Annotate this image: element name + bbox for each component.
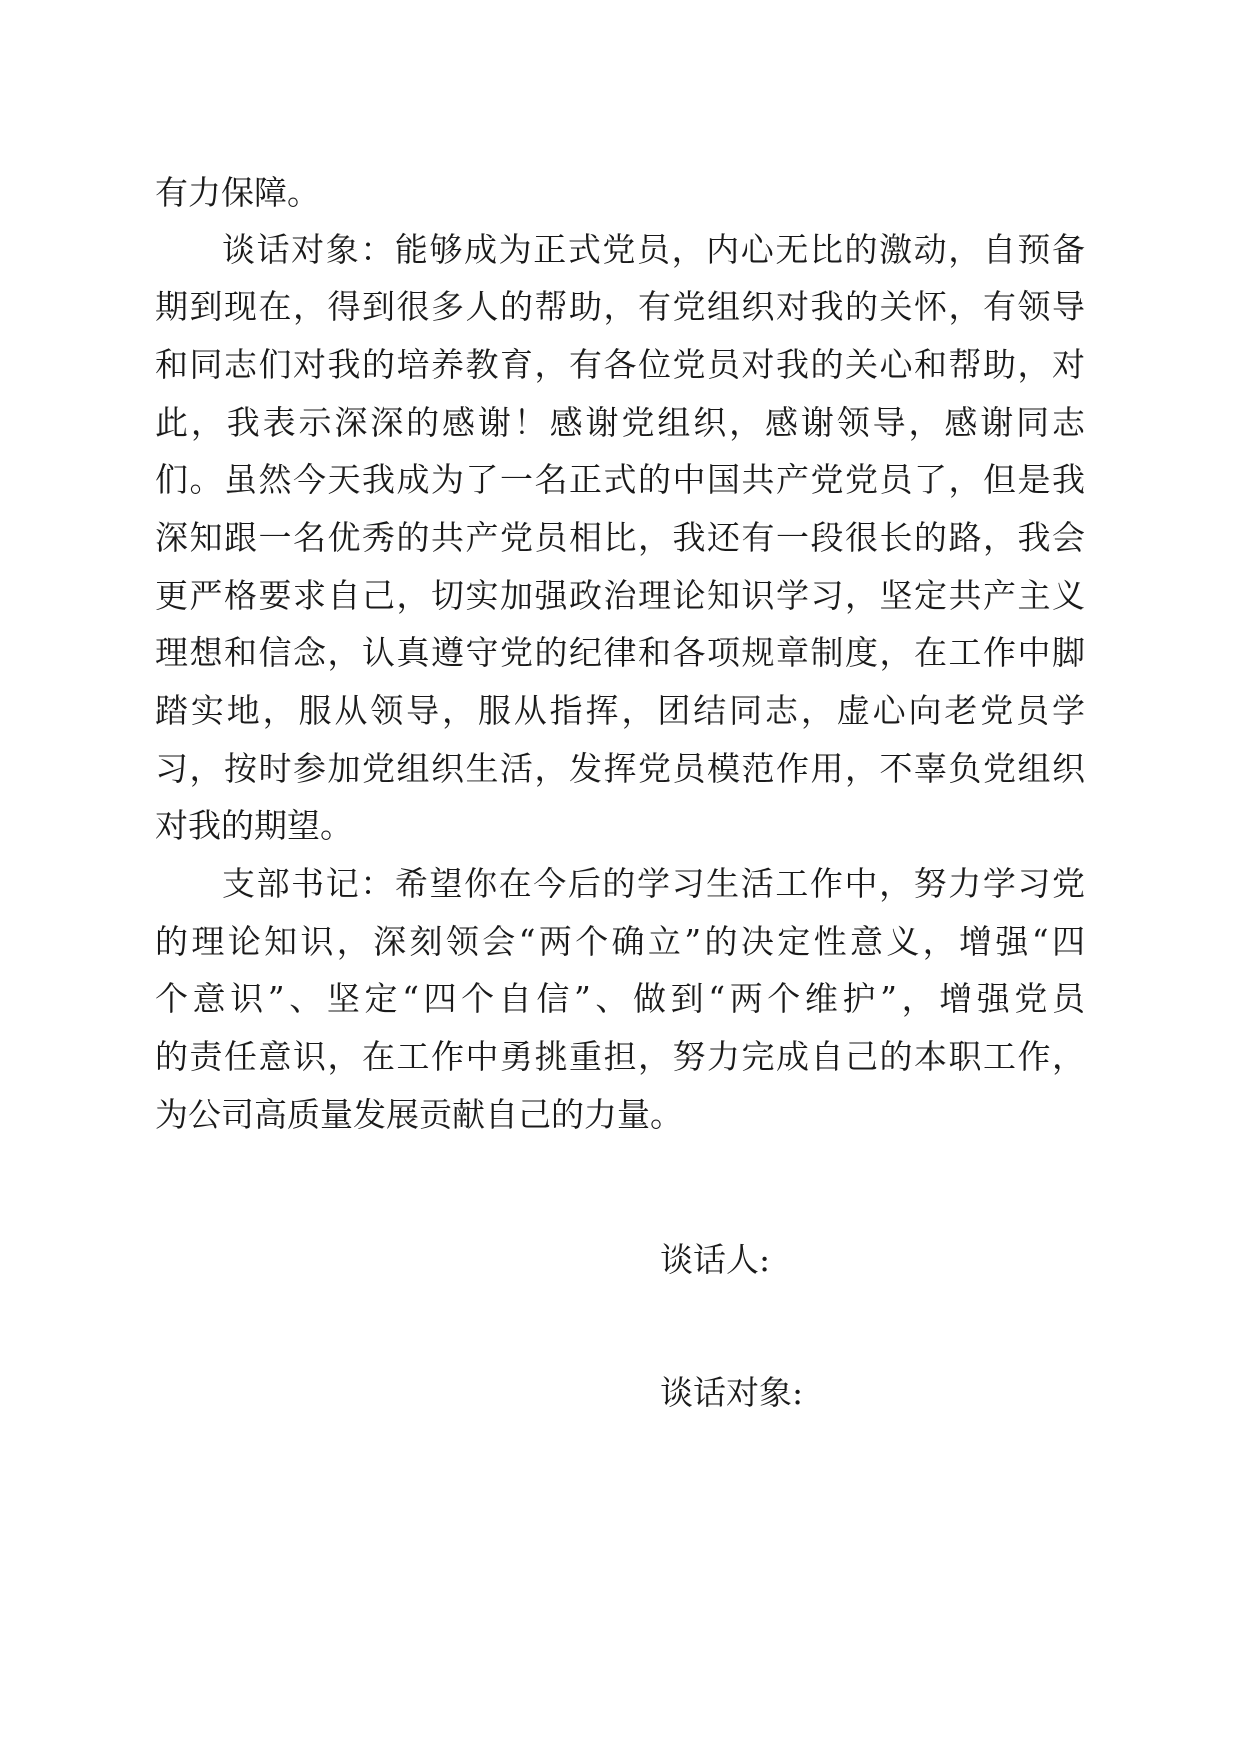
- subject-paragraph-line: 对我的期望。: [155, 806, 353, 845]
- subject-paragraph-line: 期到现在，得到很多人的帮助，有党组织对我的关怀，有领导: [155, 287, 1085, 326]
- subject-paragraph-line: 习，按时参加党组织生活，发挥党员模范作用，不辜负党组织: [155, 749, 1085, 788]
- subject-paragraph-line: 谈话对象：能够成为正式党员，内心无比的激动，自预备: [222, 230, 1085, 269]
- subject-paragraph-line: 踏实地，服从领导，服从指挥，团结同志，虚心向老党员学: [155, 691, 1085, 730]
- secretary-paragraph-line: 支部书记：希望你在今后的学习生活工作中，努力学习党: [222, 864, 1085, 903]
- continuation-line: 有力保障。: [155, 173, 320, 212]
- subject-paragraph-line: 和同志们对我的培养教育，有各位党员对我的关心和帮助，对: [155, 345, 1085, 384]
- secretary-paragraph-line: 的责任意识，在工作中勇挑重担，努力完成自己的本职工作，: [155, 1037, 1085, 1076]
- subject-paragraph-line: 更严格要求自己，切实加强政治理论知识学习，坚定共产主义: [155, 576, 1085, 615]
- subject-paragraph-line: 深知跟一名优秀的共产党员相比，我还有一段很长的路，我会: [155, 518, 1085, 557]
- secretary-paragraph-line: 为公司高质量发展贡献自己的力量。: [155, 1095, 683, 1134]
- speaker-signature-label: 谈话人:: [660, 1240, 771, 1279]
- subject-signature-label: 谈话对象:: [660, 1373, 804, 1412]
- secretary-paragraph-line: 的理论知识，深刻领会“两个确立”的决定性意义，增强“四: [155, 922, 1085, 961]
- subject-paragraph-line: 们。虽然今天我成为了一名正式的中国共产党党员了，但是我: [155, 460, 1085, 499]
- subject-paragraph-line: 理想和信念，认真遵守党的纪律和各项规章制度，在工作中脚: [155, 633, 1085, 672]
- subject-paragraph-line: 此，我表示深深的感谢！感谢党组织，感谢领导，感谢同志: [155, 403, 1085, 442]
- secretary-paragraph-line: 个意识”、坚定“四个自信”、做到“两个维护”，增强党员: [155, 979, 1085, 1018]
